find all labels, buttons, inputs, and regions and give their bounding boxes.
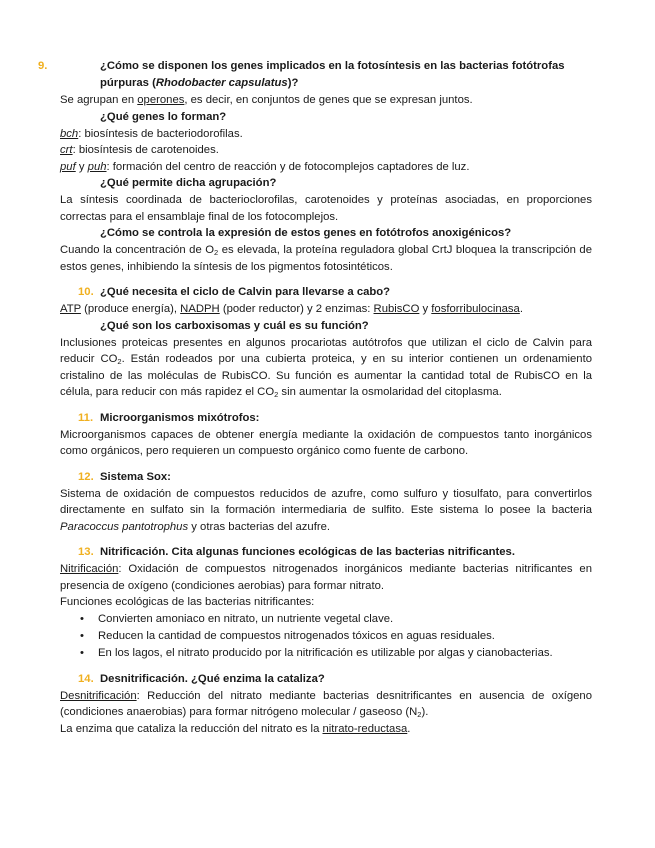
question-number: 13. xyxy=(78,546,94,558)
question-13-heading: 13. Nitrificación. Cita algunas funciones ecológicas de las bacterias nitrificantes. xyxy=(60,544,592,561)
gene-puf-puh: puf y puh: formación del centro de reacción y de fotocomplejos captadores de luz. xyxy=(60,160,470,173)
ecological-functions-list xyxy=(60,611,592,662)
question-12-answer: Sistema de oxidación de compuestos reducidos de azufre, como sulfuro y tiosulfato, para convertirlos directamente en sulfato sin la formación intermediaria de sulfito. Este sistema lo posee la bacteria Paracoccus pantotrophus y otras bacterias del azufre. xyxy=(60,487,592,533)
bullet-icon: • xyxy=(80,629,84,642)
list-item: • Convierten amoniaco en nitrato, un nutriente vegetal clave. xyxy=(60,611,592,628)
question-10-subheading-carboxysomes: ¿Qué son los carboxisomas y cuál es su función? xyxy=(100,319,369,332)
question-14-definition: Desnitrificación: Reducción del nitrato mediante bacterias desnitrificantes en ausencia de oxígeno (condiciones anaerobias) para formar nitrógeno molecular / gaseoso $(N_2)$. xyxy=(60,689,592,719)
question-number: 12. xyxy=(78,470,94,483)
question-9-subheading-grouping: ¿Qué permite dicha agrupación? xyxy=(100,177,277,189)
question-14-enzyme: La enzima que cataliza la reducción del nitrato es la nitrato-reductasa. xyxy=(60,722,411,735)
document-page xyxy=(38,58,593,737)
question-12-heading: 12. Sistema Sox: xyxy=(60,469,592,486)
question-number: 11. xyxy=(78,411,94,424)
bullet-icon: • xyxy=(80,646,84,659)
question-9-subheading-control: ¿Cómo se controla la expresión de estos genes en fotótrofos anoxigénicos? xyxy=(100,227,512,239)
bullet-icon: • xyxy=(80,612,84,625)
question-9-heading: 9. ¿Cómo se disponen los genes implicados en la fotosíntesis en las bacterias fotótrofas púrpuras (Rhodobacter capsulatus)? xyxy=(38,60,565,89)
question-number: 9. xyxy=(38,60,48,72)
question-11-answer: Microorganismos capaces de obtener energía mediante la oxidación de compuestos tanto inorgánicos como orgánicos, pero requieren un compuesto orgánico como fuente de carbono. xyxy=(60,428,592,457)
question-10-carboxysomes-answer: Inclusiones proteicas presentes en algunos procariotas autótrofos que utilizan el ciclo de Calvin para reducir $CO_2$. Están rodeados por una cubierta proteica, y en su interior contienen un ordenamiento cristalino de las moléculas de RubisCO. Su función es aumentar la cantidad total de RubisCO en la célula, para reducir con más rapidez el $CO_2$ sin aumentar la osmolaridad del citoplasma. xyxy=(60,336,592,399)
question-10-heading: 10. ¿Qué necesita el ciclo de Calvin para llevarse a cabo? xyxy=(60,284,592,301)
question-11-heading: 11. Microorganismos mixótrofos: xyxy=(60,410,592,427)
question-13-definition: Nitrificación: Oxidación de compuestos nitrogenados inorgánicos mediante bacterias nitrificantes en presencia de oxígeno (condiciones aerobias) para formar nitrato. xyxy=(60,563,592,592)
list-item: • En los lagos, el nitrato producido por la nitrificación es utilizable por algas y cianobacterias. xyxy=(60,645,592,662)
question-13-list-intro: Funciones ecológicas de las bacterias nitrificantes: xyxy=(60,596,315,608)
question-10-answer: ATP (produce energía), NADPH (poder reductor) y 2 enzimas: RubisCO y fosforribulocinasa. xyxy=(60,303,523,315)
gene-bch: bch: biosíntesis de bacteriodorofilas. xyxy=(60,127,243,140)
list-item: • Reducen la cantidad de compuestos nitrogenados tóxicos en aguas residuales. xyxy=(60,628,592,645)
question-9-subheading-genes: ¿Qué genes lo forman? xyxy=(100,110,227,123)
question-9-control-answer: Cuando la concentración de $O_2$ es elevada, la proteína reguladora global CrtJ bloquea la transcripción de estos genes, inhibiendo la síntesis de los pigmentos fotosintéticos. xyxy=(60,244,593,273)
question-14-heading: 14. Desnitrificación. ¿Qué enzima la cataliza? xyxy=(60,671,592,688)
question-9-answer: Se agrupan en operones, es decir, en conjuntos de genes que se expresan juntos. xyxy=(60,94,473,106)
question-9-grouping-answer: La síntesis coordinada de bacterioclorofilas, carotenoides y proteínas asociadas, en proporciones correctas para el ensamblaje final de los fotocomplejos. xyxy=(60,194,592,223)
question-number: 14. xyxy=(78,672,94,685)
gene-crt: crt: biosíntesis de carotenoides. xyxy=(60,144,219,156)
question-number: 10. xyxy=(78,286,94,298)
